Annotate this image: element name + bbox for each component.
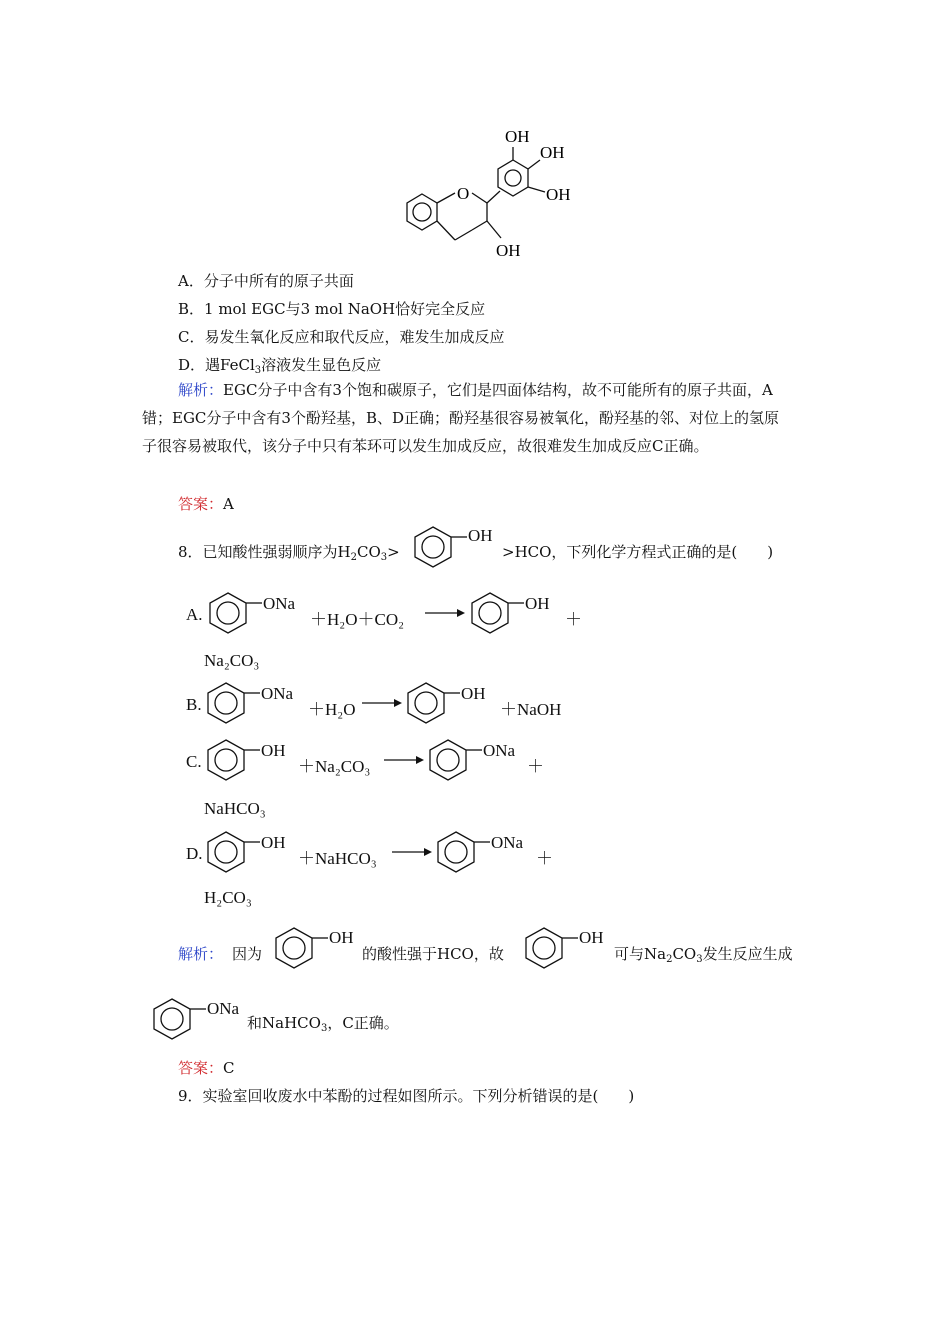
arrow-icon: [425, 606, 465, 620]
egc-oh-bottom: OH: [496, 241, 521, 260]
q8-a-na2co3: Na₂CO₃: [204, 651, 260, 670]
q8-b-label: B.: [186, 695, 202, 714]
q8-a-label: A.: [186, 605, 203, 624]
q7-option-a: A．分子中所有的原子共面: [178, 272, 354, 290]
egc-oh-top: OH: [505, 127, 530, 146]
q8-c-nahco3: NaHCO₃: [204, 799, 266, 818]
egc-o-ring: O: [457, 184, 470, 203]
q8-explanation-label: 解析：: [178, 945, 224, 963]
q9-stem: 9．实验室回收废水中苯酚的过程如图所示。下列分析错误的是( ): [178, 1087, 635, 1105]
q7-option-c: C．易发生氧化反应和取代反应，难发生加成反应: [178, 328, 505, 346]
egc-oh-right1: OH: [540, 143, 565, 162]
q8-b-plus1: ＋H₂O: [308, 700, 356, 719]
q8-stem-oh: OH: [468, 526, 493, 545]
q8-d-plus2: ＋: [536, 849, 553, 868]
q8-d-ona: ONa: [491, 833, 524, 852]
q7-explanation: 解析：EGC分子中含有3个饱和碳原子，它们是四面体结构，故不可能所有的原子共面，A错；EGC分子中含有3个酚羟基，B、D正确；酚羟基很容易被氧化，酚羟基的邻、对位上的氢原子很容易被取代，该分子中只有苯环可以发生加成反应，故很难发生加成反应C正确。: [142, 381, 780, 455]
q8-answer: 答案：C: [178, 1059, 235, 1077]
q8-c-oh: OH: [261, 741, 286, 760]
q8-d-oh: OH: [261, 833, 286, 852]
q8-b-oh: OH: [461, 684, 486, 703]
q8-d-label: D.: [186, 844, 203, 863]
q7-explanation-label: 解析：: [178, 381, 224, 399]
q8-c-ona: ONa: [483, 741, 516, 760]
q8-stem-left: 8．已知酸性强弱顺序为$H_2CO_3>$: [178, 543, 400, 563]
q8-d-h2co3: H₂CO₃: [204, 888, 252, 907]
arrow-icon: [384, 753, 424, 767]
egc-oh-right2: OH: [546, 185, 571, 204]
q8-a-plus1: ＋H₂O＋CO₂: [310, 610, 405, 629]
q8-exp-oh2: OH: [579, 928, 604, 947]
q8-a-plus2: ＋: [565, 610, 582, 629]
arrow-icon: [392, 845, 432, 859]
egc-structure: [400, 120, 600, 265]
arrow-icon: [362, 696, 402, 710]
q8-c-plus2: ＋: [527, 757, 544, 776]
q8-a-ona: ONa: [263, 594, 296, 613]
q8-explanation-t3: 可与$Na_2CO_3$发生反应生成: [614, 945, 793, 965]
q7-option-b: B．1 mol EGC与3 mol NaOH恰好完全反应: [178, 300, 486, 318]
q8-c-plus1: ＋Na₂CO₃: [298, 757, 371, 776]
q8-b-ona: ONa: [261, 684, 294, 703]
q8-stem-right: >HCO，下列化学方程式正确的是( ): [502, 543, 774, 561]
q7-option-d: D．遇FeCl$_3$溶液发生显色反应: [178, 356, 382, 376]
q8-c-label: C.: [186, 752, 202, 771]
q8-explanation-t1: 因为: [232, 945, 263, 963]
q8-d-plus1: ＋NaHCO₃: [298, 849, 377, 868]
q8-b-naoh: ＋NaOH: [500, 700, 562, 719]
q8-explanation-t4: 和NaHCO$_3$，C正确。: [247, 1014, 399, 1034]
q7-answer: 答案：A: [178, 495, 234, 513]
q8-a-oh: OH: [525, 594, 550, 613]
q8-explanation-t2: 的酸性强于HCO，故: [362, 945, 504, 963]
q8-exp-ona: ONa: [207, 999, 240, 1018]
q8-exp-oh1: OH: [329, 928, 354, 947]
